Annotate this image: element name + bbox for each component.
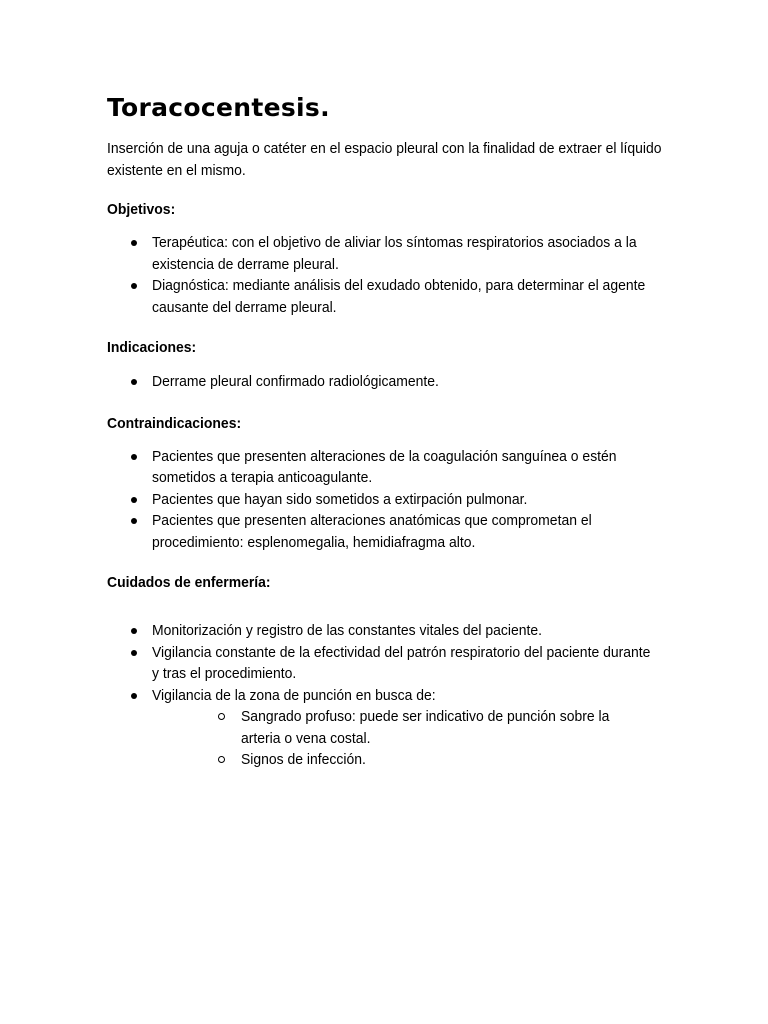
section-heading-cuidados: Cuidados de enfermería: [107,574,271,591]
list-item: Vigilancia constante de la efectividad del patrón respiratorio del paciente durante y tras el procedimiento. [107,642,667,685]
indicaciones-list [107,371,667,393]
section-contraindicaciones [107,413,667,554]
bullet-icon [131,650,137,656]
bullet-icon [131,240,137,246]
intro-paragraph: Inserción de una aguja o catéter en el espacio pleural con la finalidad de extraer el líquido existente en el mismo. [107,140,662,179]
cuidados-list [107,620,667,706]
section-objetivos [107,199,667,318]
bullet-icon [131,283,137,289]
list-item: Pacientes que presenten alteraciones anatómicas que comprometan el procedimiento: esplenomegalia, hemidiafragma alto. [107,510,667,553]
bullet-icon [131,454,137,460]
list-item: Monitorización y registro de las constantes vitales del paciente. [107,620,667,642]
bullet-icon [131,693,137,699]
bullet-icon [131,379,137,385]
section-heading-objetivos: Objetivos: [107,201,176,218]
hollow-bullet-icon [218,756,225,763]
bullet-icon [131,628,137,634]
bullet-icon [131,497,137,503]
list-item: Pacientes que presenten alteraciones de la coagulación sanguínea o estén sometidos a terapia anticoagulante. [107,446,667,489]
contraindicaciones-list [107,446,667,554]
section-cuidados [107,572,667,771]
list-item: Derrame pleural confirmado radiológicamente. [107,371,667,393]
document-title: Toracocentesis. [107,93,330,122]
document-page [107,90,667,771]
section-heading-contraindicaciones: Contraindicaciones: [107,414,242,432]
list-item: Pacientes que hayan sido sometidos a extirpación pulmonar. [107,489,667,511]
hollow-bullet-icon [218,713,225,720]
section-heading-indicaciones: Indicaciones: [107,339,197,356]
section-indicaciones [107,337,667,393]
list-item: Terapéutica: con el objetivo de aliviar los síntomas respiratorios asociados a la existencia de derrame pleural. [107,232,667,275]
list-item: Vigilancia de la zona de punción en busca de: [107,685,667,707]
sublist-item: Sangrado profuso: puede ser indicativo de punción sobre la arteria o vena costal. [107,706,667,749]
objetivos-list [107,232,667,318]
list-item: Diagnóstica: mediante análisis del exudado obtenido, para determinar el agente causante del derrame pleural. [107,275,667,318]
sublist-item: Signos de infección. [107,749,667,771]
cuidados-sublist [107,706,667,771]
bullet-icon [131,518,137,524]
